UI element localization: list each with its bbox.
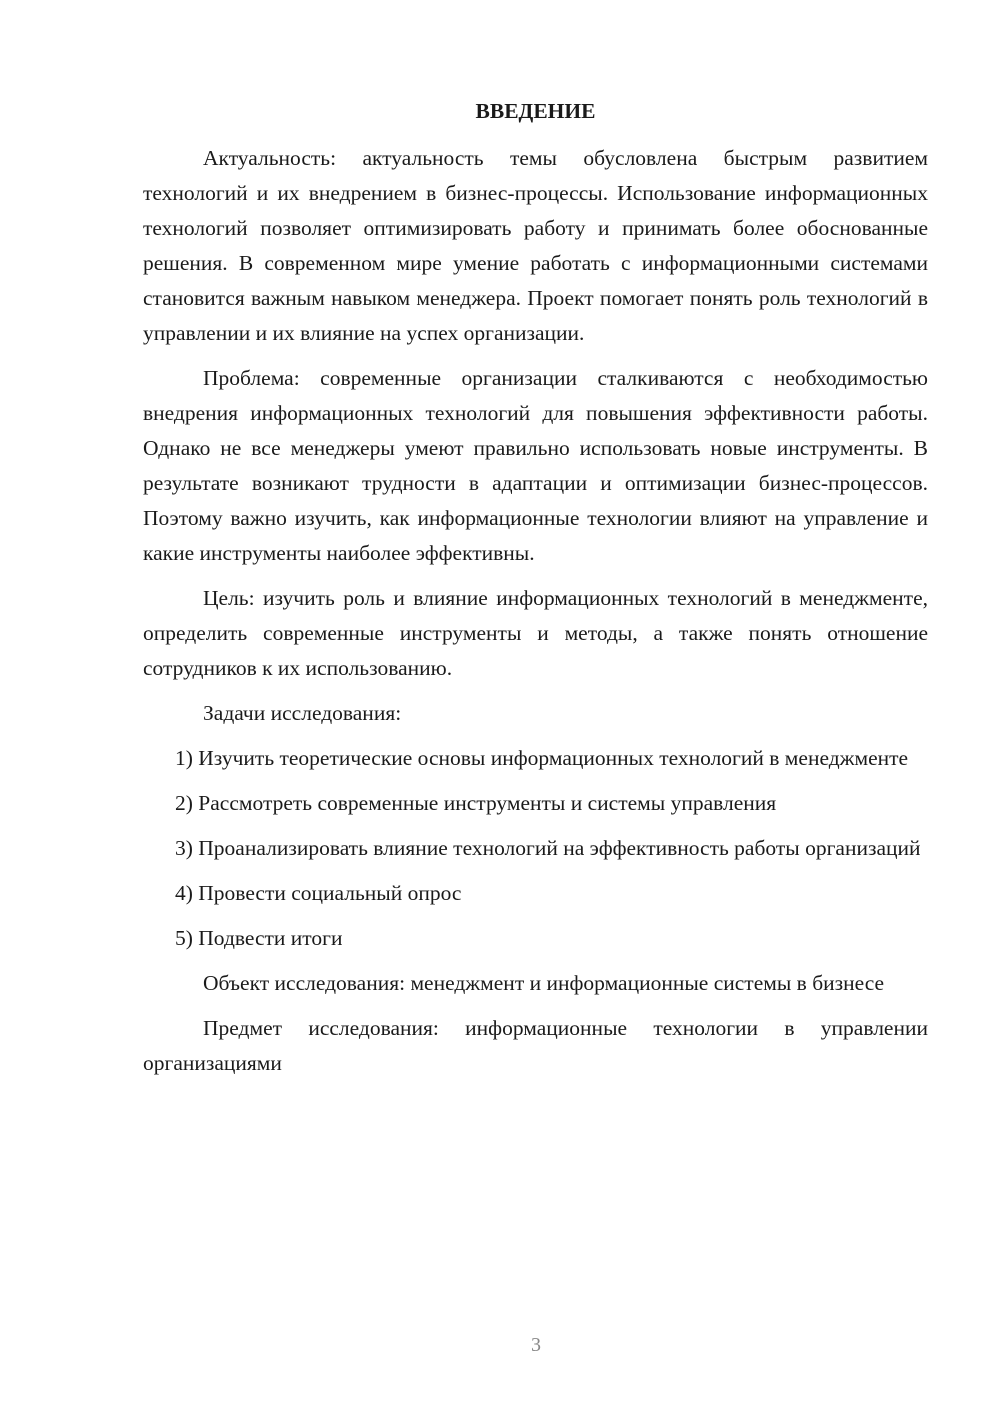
task-item-4: 4) Провести социальный опрос (175, 881, 462, 905)
paragraph-subject: Предмет исследования: информационные технологии в управлении организациями (143, 1016, 928, 1075)
task-item-1: 1) Изучить теоретические основы информационных технологий в менеджменте (175, 746, 909, 770)
page-content (143, 94, 928, 1091)
paragraph-problem: Проблема: современные организации сталкиваются с необходимостью внедрения информационных технологий для повышения эффективности работы. Однако не все менеджеры умеют правильно использовать новые инструменты. В результате возникают трудности в адаптации и оптимизации бизнес-процессов. Поэтому важно изучить, как информационные технологии влияют на управление и какие инструменты наиболее эффективны. (143, 366, 928, 565)
paragraph-tasks-intro: Задачи исследования: (203, 701, 402, 725)
page-number: 3 (531, 1334, 541, 1356)
paragraph-goal: Цель: изучить роль и влияние информационных технологий в менеджменте, определить современные инструменты и методы, а также понять отношение сотрудников к их использованию. (143, 586, 928, 680)
task-item-5: 5) Подвести итоги (175, 926, 343, 950)
paragraph-relevance: Актуальность: актуальность темы обусловлена быстрым развитием технологий и их внедрением в бизнес-процессы. Использование информационных технологий позволяет оптимизировать работу и принимать более обоснованные решения. В современном мире умение работать с информационными системами становится важным навыком менеджера. Проект помогает понять роль технологий в управлении и их влияние на успех организации. (143, 146, 928, 345)
section-heading: ВВЕДЕНИЕ (475, 99, 596, 123)
task-item-2: 2) Рассмотреть современные инструменты и системы управления (175, 791, 777, 815)
task-item-3: 3) Проанализировать влияние технологий на эффективность работы организаций (175, 836, 921, 860)
paragraph-object: Объект исследования: менеджмент и информационные системы в бизнесе (203, 971, 885, 995)
